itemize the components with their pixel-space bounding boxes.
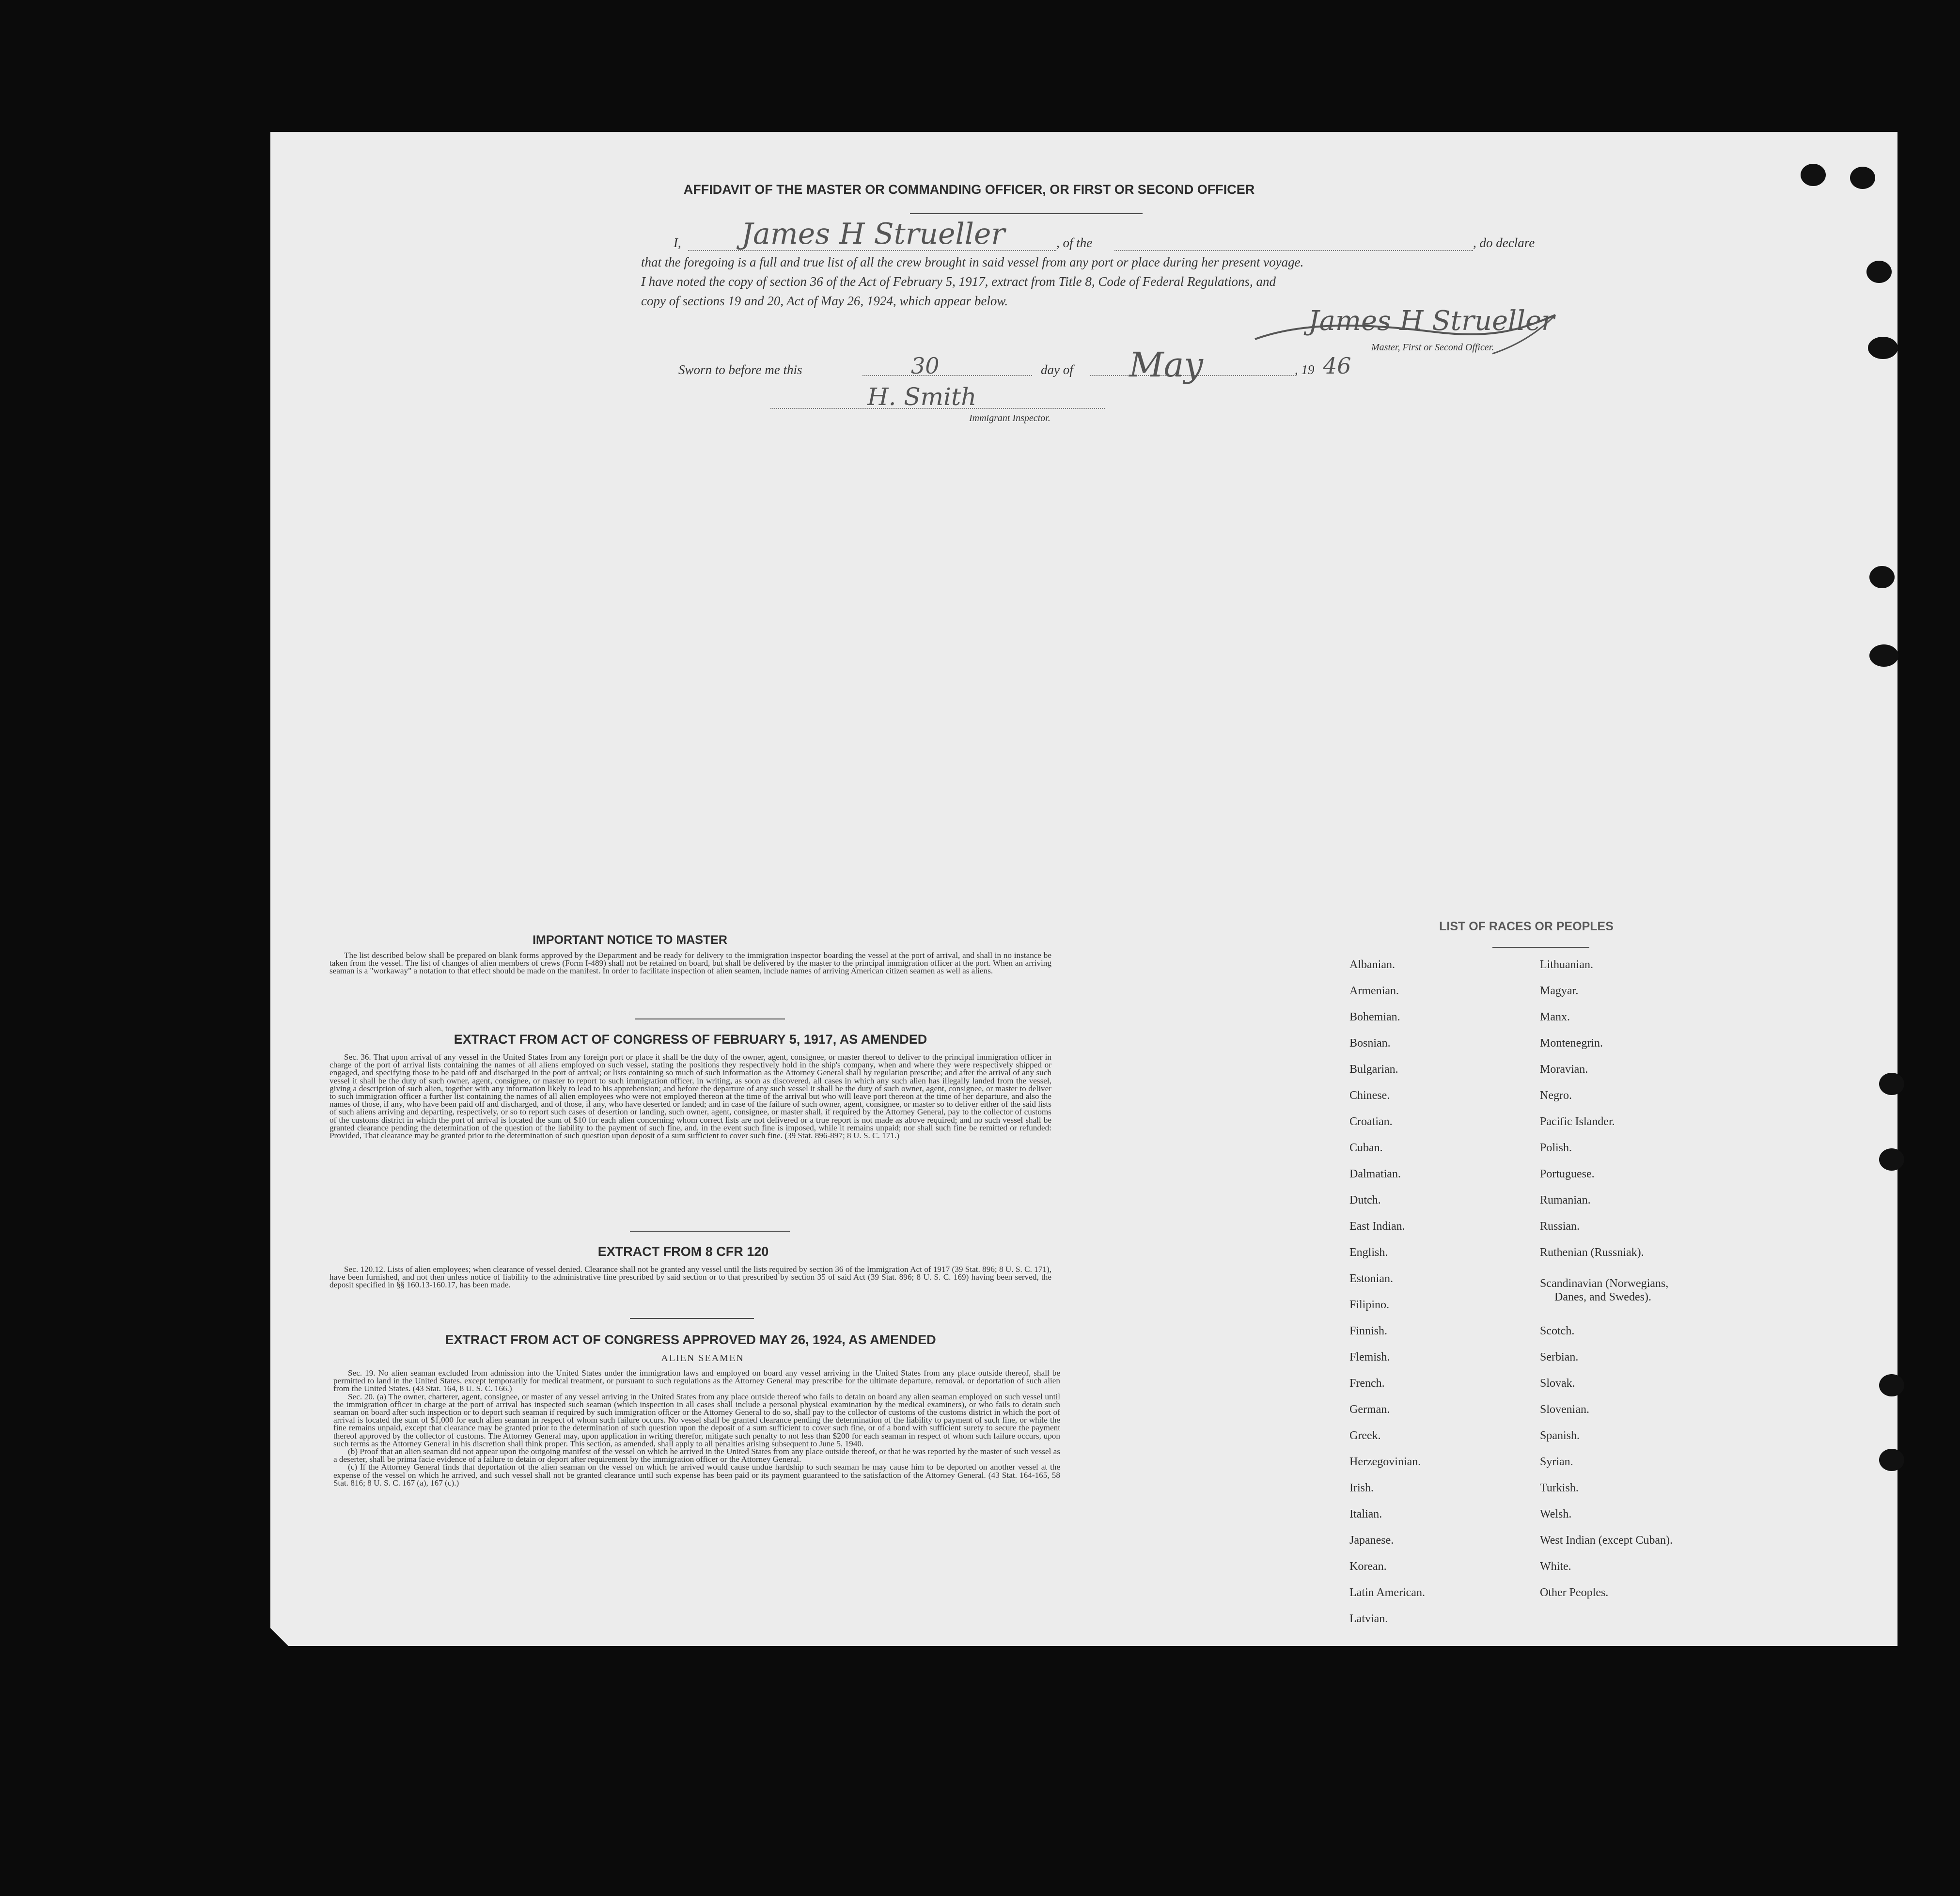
punch-hole [1879, 1449, 1904, 1471]
race-item: Filipino. [1349, 1299, 1390, 1311]
punch-hole [1879, 1374, 1904, 1396]
race-item: Welsh. [1540, 1508, 1572, 1520]
race-item: West Indian (except Cuban). [1540, 1534, 1673, 1547]
extract-1924-paragraph: Sec. 19. No alien seaman excluded from admission into the United States under the immigration laws and employed on board any vessel arriving in the United States from any place outside thereof, shall be permitted to land in the United States, except temporarily for medical treatment, or pursuant to such regulations as the Attorney General may prescribe for the ultimate departure, removal, or deportation of such alien from the United States. (43 Stat. 164, 8 U. S. C. 166.) [333, 1368, 1060, 1394]
race-item: Cuban. [1349, 1142, 1383, 1154]
affidavit-line1-end: , do declare [1473, 235, 1535, 250]
punch-hole [1879, 1073, 1904, 1095]
declarant-name: James H Strueller [741, 217, 1005, 251]
race-item: Bosnian. [1349, 1037, 1391, 1050]
race-item: Flemish. [1349, 1351, 1390, 1363]
race-item: White. [1540, 1560, 1571, 1573]
punch-hole [1868, 337, 1898, 359]
inspector-caption: Immigrant Inspector. [969, 413, 1051, 423]
race-item: Latin American. [1349, 1586, 1425, 1599]
affidavit-line1-mid: , of the [1056, 235, 1093, 250]
race-item: Montenegrin. [1540, 1037, 1603, 1050]
race-item: East Indian. [1349, 1220, 1405, 1233]
sworn-month: May [1129, 345, 1203, 385]
extract-1917-paragraph: Sec. 36. That upon arrival of any vessel in the United States from any foreign port or place it shall be the duty of the owner, agent, consignee, or master thereof to deliver to the principal immigration officer in charge of the port of arrival lists containing the names of all aliens employed on such vessel, stating the positions they respectively hold in the ship's company, when and where they were respectively shipped or engaged, and specifying those to be paid off and discharged in the port of arrival; or lists containing so much of such information as the Attorney General shall by regulation prescribe; and after the arrival of any such vessel it shall be the duty of such owner, agent, consignee, or master to report to such immigration officer, in writing, as soon as discovered, all cases in which any such alien has illegally landed from the vessel, giving a description of such alien, together with any information likely to lead to his apprehension; and before the departure of any such vessel it shall be the duty of such owner, agent, consignee, or master to deliver to such immigration officer a further list containing the names of all alien employees who were not employed thereon at the time of the arrival but who will leave port thereon at the time of her departure, and also the names of those, if any, who have been paid off and discharged, and of those, if any, who have deserted or landed; and in case of the failure of such owner, agent, consignee, or master so to deliver either of the said lists of such aliens arriving and departing, respectively, or so to report such cases of desertion or landing, such owner, agent, consignee, or master shall, if required by the Attorney General, pay to the collector of customs of the customs district in which the port of arrival is located the sum of $10 for each alien concerning whom correct lists are not delivered or a true report is not made as above required; and no such vessel shall be granted clearance pending the determination of the question of the liability to the payment of such fine, and, in the event such fine is imposed, while it remains unpaid; nor shall such fine be remitted or refunded: Provided, That clearance may be granted prior to the determination of such question upon deposit of a sum sufficient to cover such fine. (39 Stat. 896-897; 8 U. S. C. 171.) [329, 1052, 1051, 1141]
race-item: Croatian. [1349, 1115, 1393, 1128]
race-item: Japanese. [1349, 1534, 1394, 1547]
race-item: Slovak. [1540, 1377, 1575, 1390]
race-item: Rumanian. [1540, 1194, 1591, 1207]
race-item: German. [1349, 1403, 1390, 1416]
affidavit-line2: that the foregoing is a full and true list of all the crew brought in said vessel from any port or place during her present voyage. [641, 255, 1304, 269]
punch-hole [1869, 644, 1898, 667]
extract-1917-title: EXTRACT FROM ACT OF CONGRESS OF FEBRUARY 5, 1917, AS AMENDED [454, 1032, 927, 1047]
race-item: Serbian. [1540, 1351, 1579, 1363]
race-item: Albanian. [1349, 958, 1395, 971]
extract-1917-text [329, 1053, 1051, 1140]
signature-flourish [1250, 310, 1560, 363]
race-item: Danes, and Swedes). [1554, 1291, 1651, 1303]
race-item: Scotch. [1540, 1325, 1575, 1337]
inspector-signature: H. Smith [867, 383, 977, 411]
punch-hole [1801, 164, 1826, 186]
race-item: French. [1349, 1377, 1385, 1390]
race-item: Syrian. [1540, 1456, 1573, 1468]
race-item: Finnish. [1349, 1325, 1388, 1337]
race-item: Italian. [1349, 1508, 1382, 1520]
extract-cfr-paragraph: Sec. 120.12. Lists of alien employees; when clearance of vessel denied. Clearance shall not be granted any vessel until the lists required by section 36 of the Immigration Act of 1917 (39 Stat. 896; 8 U. S. C. 171), have been furnished, and not then unless notice of liability to the administrative fine prescribed by said section or to that prescribed by section 35 of said Act (39 Stat. 896; 8 U. S. C. 169) having been served, the deposit specified in §§ 160.13-160.17, has been made. [329, 1265, 1051, 1290]
extract-1924-subtitle: ALIEN SEAMEN [661, 1353, 744, 1363]
master-caption: Master, First or Second Officer. [1371, 342, 1494, 353]
extract-1924-paragraph: (b) Proof that an alien seaman did not appear upon the outgoing manifest of the vessel on which he arrived in the United States from any place outside thereof, or that he was reported by the master of such vessel as a deserter, shall be prima facie evidence of a failure to detain or deport after requirement by the immigration officer or the Attorney General. [333, 1447, 1060, 1464]
race-item: Portuguese. [1540, 1168, 1595, 1180]
punch-hole [1879, 1148, 1904, 1171]
punch-hole [1866, 261, 1892, 283]
affidavit-line1-prefix: I, [674, 235, 681, 250]
extract-1924-text [333, 1369, 1060, 1487]
race-item: Scandinavian (Norwegians, [1540, 1277, 1669, 1290]
punch-hole [1850, 167, 1875, 189]
race-item: Irish. [1349, 1482, 1374, 1494]
affidavit-line3: I have noted the copy of section 36 of the Act of February 5, 1917, extract from Title 8, Code of Federal Regulations, and [641, 274, 1276, 289]
title-divider [910, 213, 1143, 214]
race-item: Dutch. [1349, 1194, 1381, 1207]
race-item: Estonian. [1349, 1272, 1393, 1285]
race-item: Turkish. [1540, 1482, 1579, 1494]
race-item: Pacific Islander. [1540, 1115, 1615, 1128]
race-item: Korean. [1349, 1560, 1387, 1573]
race-item: Bulgarian. [1349, 1063, 1398, 1076]
section-divider [630, 1318, 754, 1319]
notice-text [329, 952, 1051, 975]
extract-cfr-text [329, 1266, 1051, 1289]
race-item: Ruthenian (Russniak). [1540, 1246, 1644, 1259]
punch-hole [1869, 566, 1895, 588]
race-item: Other Peoples. [1540, 1586, 1609, 1599]
race-item: Magyar. [1540, 985, 1579, 997]
extract-1924-paragraph: (c) If the Attorney General finds that deportation of the alien seaman on the vessel on which he arrived would cause undue hardship to such seaman he may cause him to be deported on another vessel at the expense of the vessel on which he arrived, and such vessel shall not be granted clearance until such expense has been paid or its payment guaranteed to the satisfaction of the Attorney General. (43 Stat. 164-165, 58 Stat. 816; 8 U. S. C. 167 (a), 167 (c).) [333, 1462, 1060, 1488]
race-item: Russian. [1540, 1220, 1580, 1233]
race-item: Herzegovinian. [1349, 1456, 1421, 1468]
race-item: Chinese. [1349, 1089, 1390, 1102]
affidavit-line4: copy of sections 19 and 20, Act of May 26, 1924, which appear below. [641, 294, 1008, 308]
sworn-day: 30 [911, 353, 940, 379]
races-title: LIST OF RACES OR PEOPLES [1439, 920, 1614, 933]
race-item: Armenian. [1349, 985, 1399, 997]
day-fill-line [862, 375, 1032, 376]
race-item: Lithuanian. [1540, 958, 1593, 971]
race-item: Polish. [1540, 1142, 1572, 1154]
race-item: Bohemian. [1349, 1011, 1400, 1023]
extract-cfr-title: EXTRACT FROM 8 CFR 120 [597, 1244, 769, 1259]
year-prefix: , 19 [1295, 362, 1315, 377]
affidavit-title: AFFIDAVIT OF THE MASTER OR COMMANDING OFFICER, OR FIRST OR SECOND OFFICER [683, 182, 1255, 197]
races-divider [1492, 947, 1589, 948]
vessel-fill-line [1114, 250, 1473, 251]
day-of-label: day of [1041, 362, 1073, 377]
extract-1924-title: EXTRACT FROM ACT OF CONGRESS APPROVED MAY 26, 1924, AS AMENDED [445, 1332, 936, 1347]
section-divider [630, 1231, 790, 1232]
extract-1924-paragraph: Sec. 20. (a) The owner, charterer, agent, consignee, or master of any vessel arriving in the United States from any place outside thereof who fails to detain on board any alien seaman employed on such vessel until the immigration officer in charge at the port of arrival has inspected such seaman (which inspection in all cases shall include a personal physical examination by the medical examiners), or who fails to detain such seaman on board after such inspection or to deport such seaman if required by such immigration officer or the Attorney General to do so, shall pay to the collector of customs of the customs district in which the port of arrival is located the sum of $1,000 for each alien seaman in respect of whom such failure occurs. No vessel shall be granted clearance pending the determination of the liability to payment of such fine, or while the fine remains unpaid, except that clearance may be granted prior to the determination of such question upon the deposit of a sum sufficient to cover such fine, or of a bond with sufficient surety to secure the payment thereof approved by the collector of customs. The Attorney General may, upon application in writing therefor, mitigate such penalty to not less than $200 for each seaman in respect of whom such failure occurs, upon such terms as the Attorney General in his discretion shall think proper. This section, as amended, shall apply to all penalties arising subsequent to June 5, 1940. [333, 1392, 1060, 1448]
race-item: Dalmatian. [1349, 1168, 1401, 1180]
race-item: Latvian. [1349, 1613, 1388, 1625]
notice-paragraph: The list described below shall be prepared on blank forms approved by the Department and be ready for delivery to the immigration inspector boarding the vessel at the port of arrival, and shall in no instance be taken from the vessel. The list of changes of alien members of crews (Form I-489) shall not be retained on board, but shall be delivered by the master to the principal immigration officer at the port. When an arriving seaman is a "workaway" a notation to that effect should be made on the manifest. In order to facilitate inspection of alien seamen, include names of arriving American citizen seamen as well as aliens. [329, 951, 1051, 976]
sworn-year: 46 [1323, 353, 1351, 379]
race-item: Spanish. [1540, 1429, 1580, 1442]
race-item: Slovenian. [1540, 1403, 1589, 1416]
race-item: Greek. [1349, 1429, 1381, 1442]
master-signature: James H Strueller [1308, 305, 1554, 337]
race-item: English. [1349, 1246, 1388, 1259]
race-item: Moravian. [1540, 1063, 1588, 1076]
sworn-prefix: Sworn to before me this [678, 362, 802, 377]
notice-title: IMPORTANT NOTICE TO MASTER [533, 933, 727, 947]
race-item: Manx. [1540, 1011, 1570, 1023]
race-item: Negro. [1540, 1089, 1572, 1102]
